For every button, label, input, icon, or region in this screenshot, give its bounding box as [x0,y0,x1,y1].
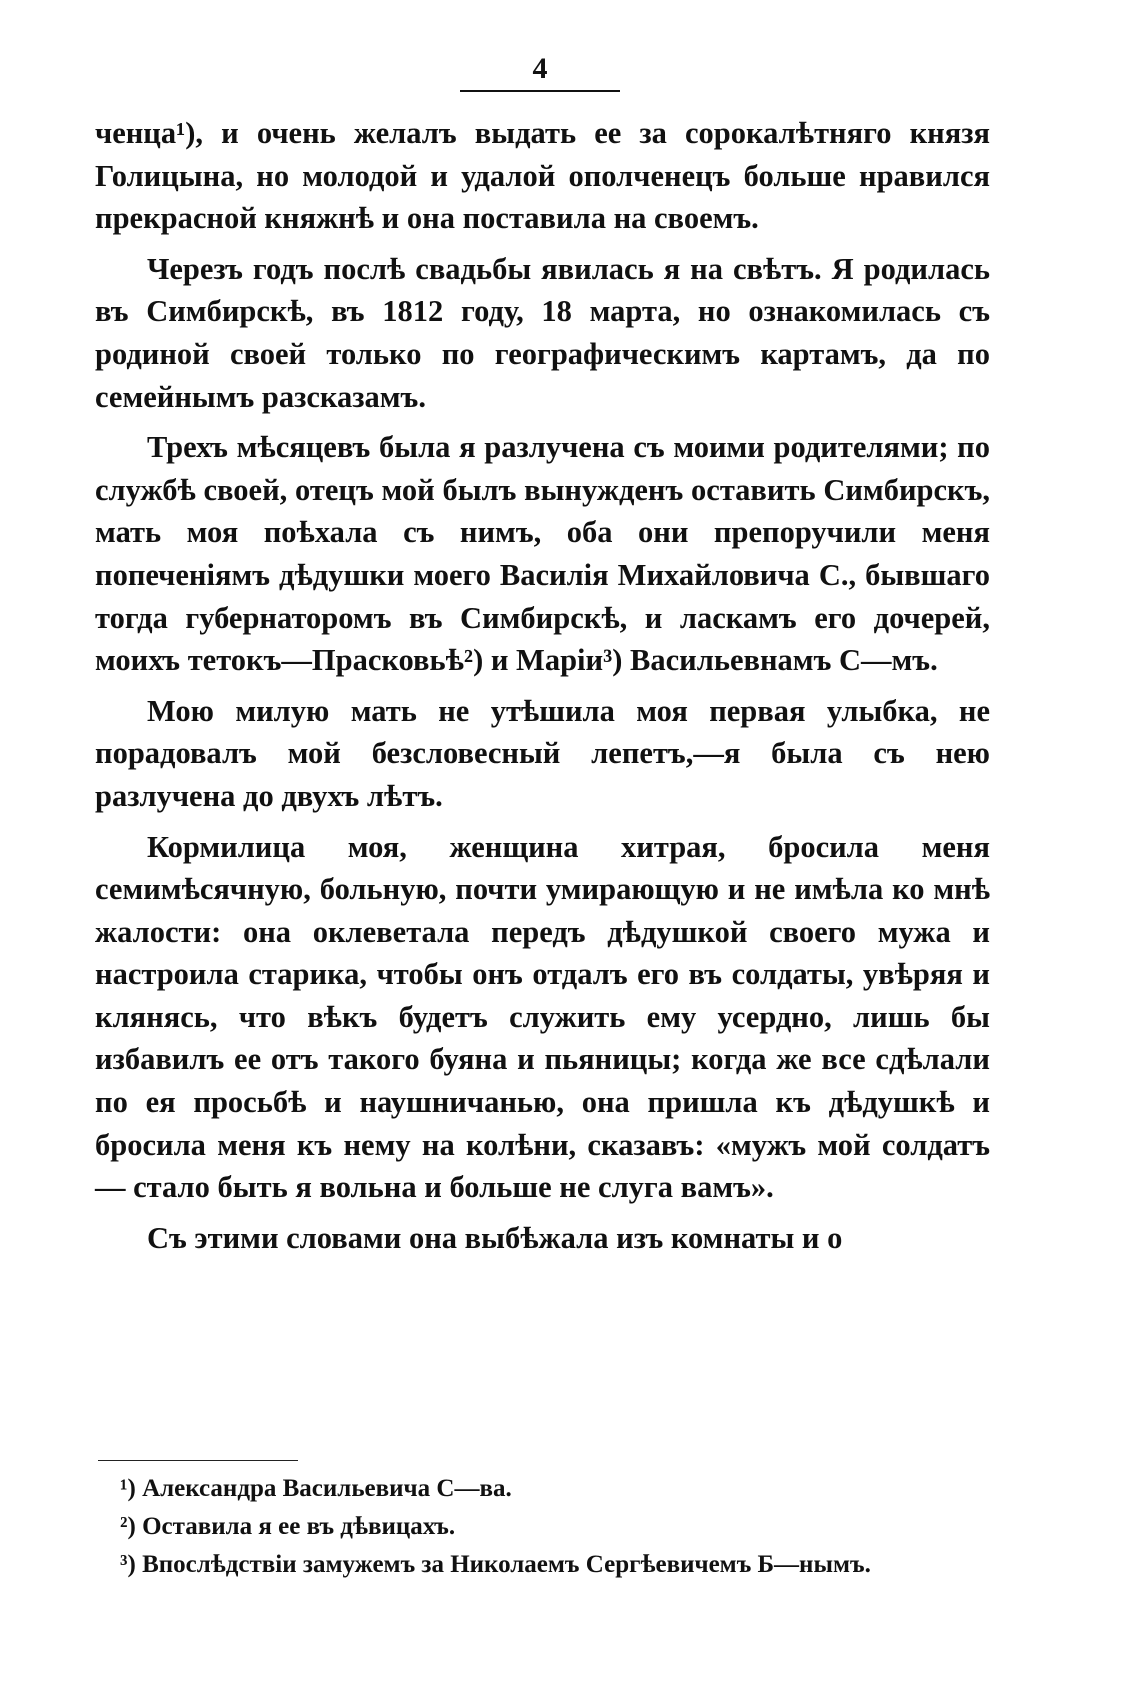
paragraph-5: Кормилица моя, женщина хитрая, бросила меня семимѣсячную, больную, почти умирающую и не имѣла ко мнѣ жалости: она оклеветала передъ дѣдушкой своего мужа и настроила старика, чтобы онъ отдалъ его въ солдаты, увѣряя и клянясь, что вѣкъ будетъ служить ему усердно, лишь бы избавилъ ее отъ такого буяна и пьяницы; когда же все сдѣлали по ея просьбѣ и наушничанью, она пришла къ дѣдушкѣ и бросила меня къ нему на колѣни, сказавъ: «мужъ мой солдатъ — стало быть я вольна и больше не слуга вамъ». [95,829,990,1205]
page-number: 4 [532,52,548,85]
paragraph-4: Мою милую мать не утѣшила моя первая улыбка, не порадовалъ мой безсловесный лепетъ,—я была съ нею разлучена до двухъ лѣтъ. [95,693,990,813]
footnotes [120,1470,980,1584]
paragraph-1: ченца¹), и очень желалъ выдать ее за сорокалѣтняго князя Голицына, но молодой и удалой ополченецъ больше нравился прекрасной княжнѣ и она поставила на своемъ. [95,116,990,236]
paragraph-6: Съ этими словами она выбѣжала изъ комнаты и о [147,1220,843,1255]
paragraph-2: Черезъ годъ послѣ свадьбы явилась я на свѣтъ. Я родилась въ Симбирскѣ, въ 1812 году, 18 марта, но ознакомилась съ родиной своей только по географическимъ картамъ, да по семейнымъ разсказамъ. [95,251,990,414]
body-text [95,112,990,1259]
footnote-rule [98,1460,298,1461]
footnote-3: ³) Впослѣдствiи замужемъ за Николаемъ Сергѣевичемъ Б—нымъ. [120,1551,871,1578]
footnote-2: ²) Оставила я ее въ дѣвицахъ. [120,1513,456,1540]
header-rule [460,90,620,92]
paragraph-3: Трехъ мѣсяцевъ была я разлучена съ моими родителями; по службѣ своей, отецъ мой былъ вынужденъ оставить Симбирскъ, мать моя поѣхала съ нимъ, оба они препоручили меня попеченiямъ дѣдушки моего Василiя Михайловича С., бывшаго тогда губернаторомъ въ Симбирскѣ, и ласкамъ его дочерей, моихъ тетокъ—Прасковьѣ²) и Марiи³) Васильевнамъ С—мъ. [95,430,990,678]
footnote-1: ¹) Александра Васильевича С—ва. [120,1475,512,1502]
